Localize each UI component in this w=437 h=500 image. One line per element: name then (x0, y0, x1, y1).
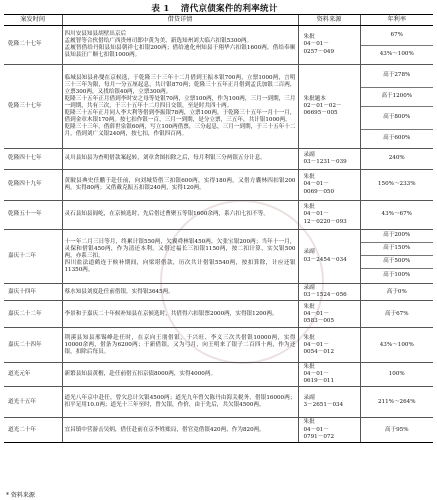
loan-details-cell (62, 328, 298, 363)
loan-details-cell (62, 65, 298, 149)
table-number: 表 1 (151, 4, 170, 14)
annual-rate-cell (360, 363, 433, 387)
loan-detail-paragraph: 四川盐法道鹤连于候补期间，向梁堪借款，历次共计借银5540两，按扣算除，计应还银11350两。 (64, 260, 296, 274)
header-row (4, 15, 433, 26)
source-cell: 朱批题本 02－01－02－ 06695－005 (298, 65, 360, 149)
header-time: 案发时间 (4, 15, 62, 26)
case-time-cell: 道光二十年 (4, 418, 62, 442)
annual-rate-cell (360, 65, 433, 149)
header-source: 资料来源 (298, 15, 360, 26)
table-title: 清代京债案件的利率统计 (180, 4, 278, 14)
case-time-cell: 乾隆四十九年 (4, 170, 62, 201)
table-caption (0, 2, 437, 14)
case-time-cell: 乾隆三十七年 (4, 65, 62, 149)
table-row (4, 387, 433, 418)
table-row (4, 201, 433, 230)
annual-rate-value: 高于0% (386, 288, 407, 295)
loan-detail-paragraph: 孟履智借给丹阳县知县朝祥七扣银200两；借给迪化州知县于翔华六扣银1600两，借给奉顺县知县汪广顺七扣银1000两。 (64, 45, 296, 59)
annual-rate-value: 240% (388, 155, 405, 162)
case-time-cell: 嘉庆十二年 (4, 230, 62, 284)
case-time-cell: 嘉庆十四年 (4, 284, 62, 301)
table-row (4, 328, 433, 363)
footnote: * 资料来源 (6, 492, 35, 499)
table-row (4, 284, 433, 301)
annual-rate-value: 43%～100% (379, 341, 414, 348)
loan-detail-paragraph: 四川安县知县胡壁出京后 (64, 30, 127, 37)
loan-details-cell (62, 418, 298, 442)
case-time-cell: 乾隆四十七年 (4, 149, 62, 170)
table-row (4, 65, 433, 149)
case-time-cell: 乾隆二十七年 (4, 26, 62, 65)
source-cell: 朱批 04－01－ 0257－049 (298, 26, 360, 65)
case-time-cell: 嘉庆二十二年 (4, 301, 62, 328)
annual-rate-value: 高于1200% (361, 88, 434, 107)
annual-rate-value: 高于800% (361, 107, 434, 130)
loan-detail-paragraph: 灵川县知县为查明借款案起转，刘章贪图扣除之后，每月利银三分两银五分计息。 (64, 155, 266, 162)
source-cell: 朱批 04－01－ 0619－011 (298, 363, 360, 387)
annual-rate-cell (360, 26, 433, 65)
annual-rate-value: 高于278% (361, 65, 434, 88)
loan-detail-paragraph: 黄陂县典史任鹏于赴任前，向刘城贷借三扣银600两，实得180两。又借方囊林四扣银200两，实得80两；又借戴克振五扣银240两，实得120两。 (64, 177, 296, 191)
loan-detail-paragraph: 十一年二月三日等月，终累计银550两，欠翼舜林银450两，欠张宝银200两；当年十一月，灵保和借银450两，作为清还本利。又借过福长三扣银1150两，按二扣计算，实欠银500两，亦系三扣。 (64, 238, 296, 259)
case-time-cell: 道光十五年 (4, 387, 62, 418)
loan-details-cell (62, 387, 298, 418)
annual-rate-cell (360, 418, 433, 442)
interest-rate-table (4, 14, 433, 443)
annual-rate-cell (360, 149, 433, 170)
table-row (4, 230, 433, 284)
annual-rate-value: 高于200% (361, 230, 434, 243)
annual-rate-value: 67% (361, 26, 434, 46)
annual-rate-cell (360, 170, 433, 201)
annual-rate-cell (360, 387, 433, 418)
case-time-cell: 道光元年 (4, 363, 62, 387)
source-cell: 录副 03－1524－056 (298, 284, 360, 301)
loan-detail-paragraph: 临城县知县孙燮在京候选，于乾隆三十三年十二月借到王振本银700两，立票1000两，言明三十三年为限，每月一分五厘起息，共计银870两；乾隆三十五年正月借到孟氏加银二百两，立票300两，又找给银40两，立票300两。 (64, 74, 296, 95)
annual-rate-value: 211%～264% (377, 398, 416, 405)
annual-rate-value: 100% (388, 371, 405, 378)
annual-rate-cell (360, 301, 433, 328)
loan-details-cell (62, 26, 298, 65)
annual-rate-cell (360, 328, 433, 363)
loan-details-cell (62, 284, 298, 301)
table-row (4, 26, 433, 65)
source-cell: 朱批 04－01－ 0054－012 (298, 328, 360, 363)
source-cell: 朱批 04－01－ 12－0220－093 (298, 201, 360, 230)
annual-rate-value: 高于100% (383, 272, 411, 279)
loan-details-cell (62, 149, 298, 170)
annual-rate-cell (360, 230, 433, 284)
loan-details-cell (62, 170, 298, 201)
loan-details-cell (62, 230, 298, 284)
annual-rate-value: 43%～100% (379, 51, 414, 58)
annual-rate-value: 高于95% (384, 426, 409, 433)
source-cell: 朱批 04－01－ 0791－072 (298, 418, 360, 442)
loan-detail-paragraph: 乾隆三十三年，借薛世泉银60两，写立100两借票，三分起息，三月一到期，于三十五年十二月，借到刘广义银240两，按七扣，作银四百两。 (64, 124, 296, 138)
loan-detail-paragraph: 灵石县知县阎屹，在京候选时，先后借过曹聚五等银1600余两，系六扣七扣不等。 (64, 211, 269, 218)
loan-detail-paragraph: 李景和于嘉庆二十年候补知县在京候选时，共借得六扣银票2000两，实得银1200两。 (64, 310, 278, 317)
table-row (4, 418, 433, 442)
source-cell: 录副 3－2651－034 (298, 387, 360, 418)
annual-rate-value: 高于600% (383, 135, 411, 142)
annual-rate-value: 43%～67% (381, 211, 412, 218)
case-time-cell: 乾隆五十一年 (4, 201, 62, 230)
loan-detail-paragraph: 乾隆三十五年正月同人李大利等借到李振银78两，立票100两，于乾隆三十五年一月十一月，借到金章木银170两。按七扣作银一百，三月一到期，是分立票，三五年，共计银1000两。 (64, 110, 296, 124)
loan-detail-paragraph: 乾隆三十五年正月借到李时安之母等处银70两，立票100两，作为100两，三月一到期，三月一到期，共有三次，于三十五年十二月四日交银，至是时共四十两。 (64, 95, 296, 109)
loan-detail-paragraph: 宜昌镇中营游击吴炳，借任赴前在京李姓账局，借官竟借银420两，作为820两。 (64, 426, 265, 433)
loan-detail-paragraph: 新繁县知县黄楷，赴任前借五扣京债8000两，实得4000两。 (64, 371, 217, 378)
source-cell: 录副 03－2454－034 (298, 230, 360, 284)
header-rate: 年利率 (360, 15, 433, 26)
case-time-cell: 嘉庆二十四年 (4, 328, 62, 363)
annual-rate-cell (360, 201, 433, 230)
annual-rate-value: 高于67% (384, 310, 409, 317)
source-cell: 朱批 04－01－ 0583－005 (298, 301, 360, 328)
loan-details-cell (62, 201, 298, 230)
annual-rate-value: 150%～233% (377, 181, 416, 188)
annual-rate-value: 高于150% (361, 243, 434, 256)
annual-rate-cell (360, 284, 433, 301)
table-row (4, 363, 433, 387)
annual-rate-value: 高于500% (361, 256, 434, 269)
header-details: 借贷详情 (62, 15, 298, 26)
loan-details-cell (62, 363, 298, 387)
table-row (4, 149, 433, 170)
loan-detail-paragraph: 蔡水知县刘度赴任前借银，实得银3645两。 (64, 288, 174, 295)
table-row (4, 170, 433, 201)
table-row (4, 301, 433, 328)
source-cell: 录副 03－1231－039 (298, 149, 360, 170)
loan-detail-paragraph: 荆溪县知县邢锡峰赴任时，在京向王朋借银，于兴旺、李义三次共借银10000两，实得10000余两，借条为6200两；于新借银，又为弓月，向王明来了银子二百四十两，作为还银，扣除后每员。 (64, 334, 296, 355)
loan-details-cell (62, 301, 298, 328)
loan-detail-paragraph: 孟履智等合伙借给广西贵州司郎中黄为美、新选知州刘大临六扣银5300两。 (64, 37, 253, 44)
loan-detail-paragraph: 道光八年京中赴任，曾欠总计欠银4500两；道光九年曾欠陈丹由海关税务，借银16000两；扣平足用10.0两；道光十三年至时，曾欠银，作价，由于先后，共欠银4500两。 (64, 395, 296, 409)
source-cell: 朱批 04－01－ 0069－050 (298, 170, 360, 201)
